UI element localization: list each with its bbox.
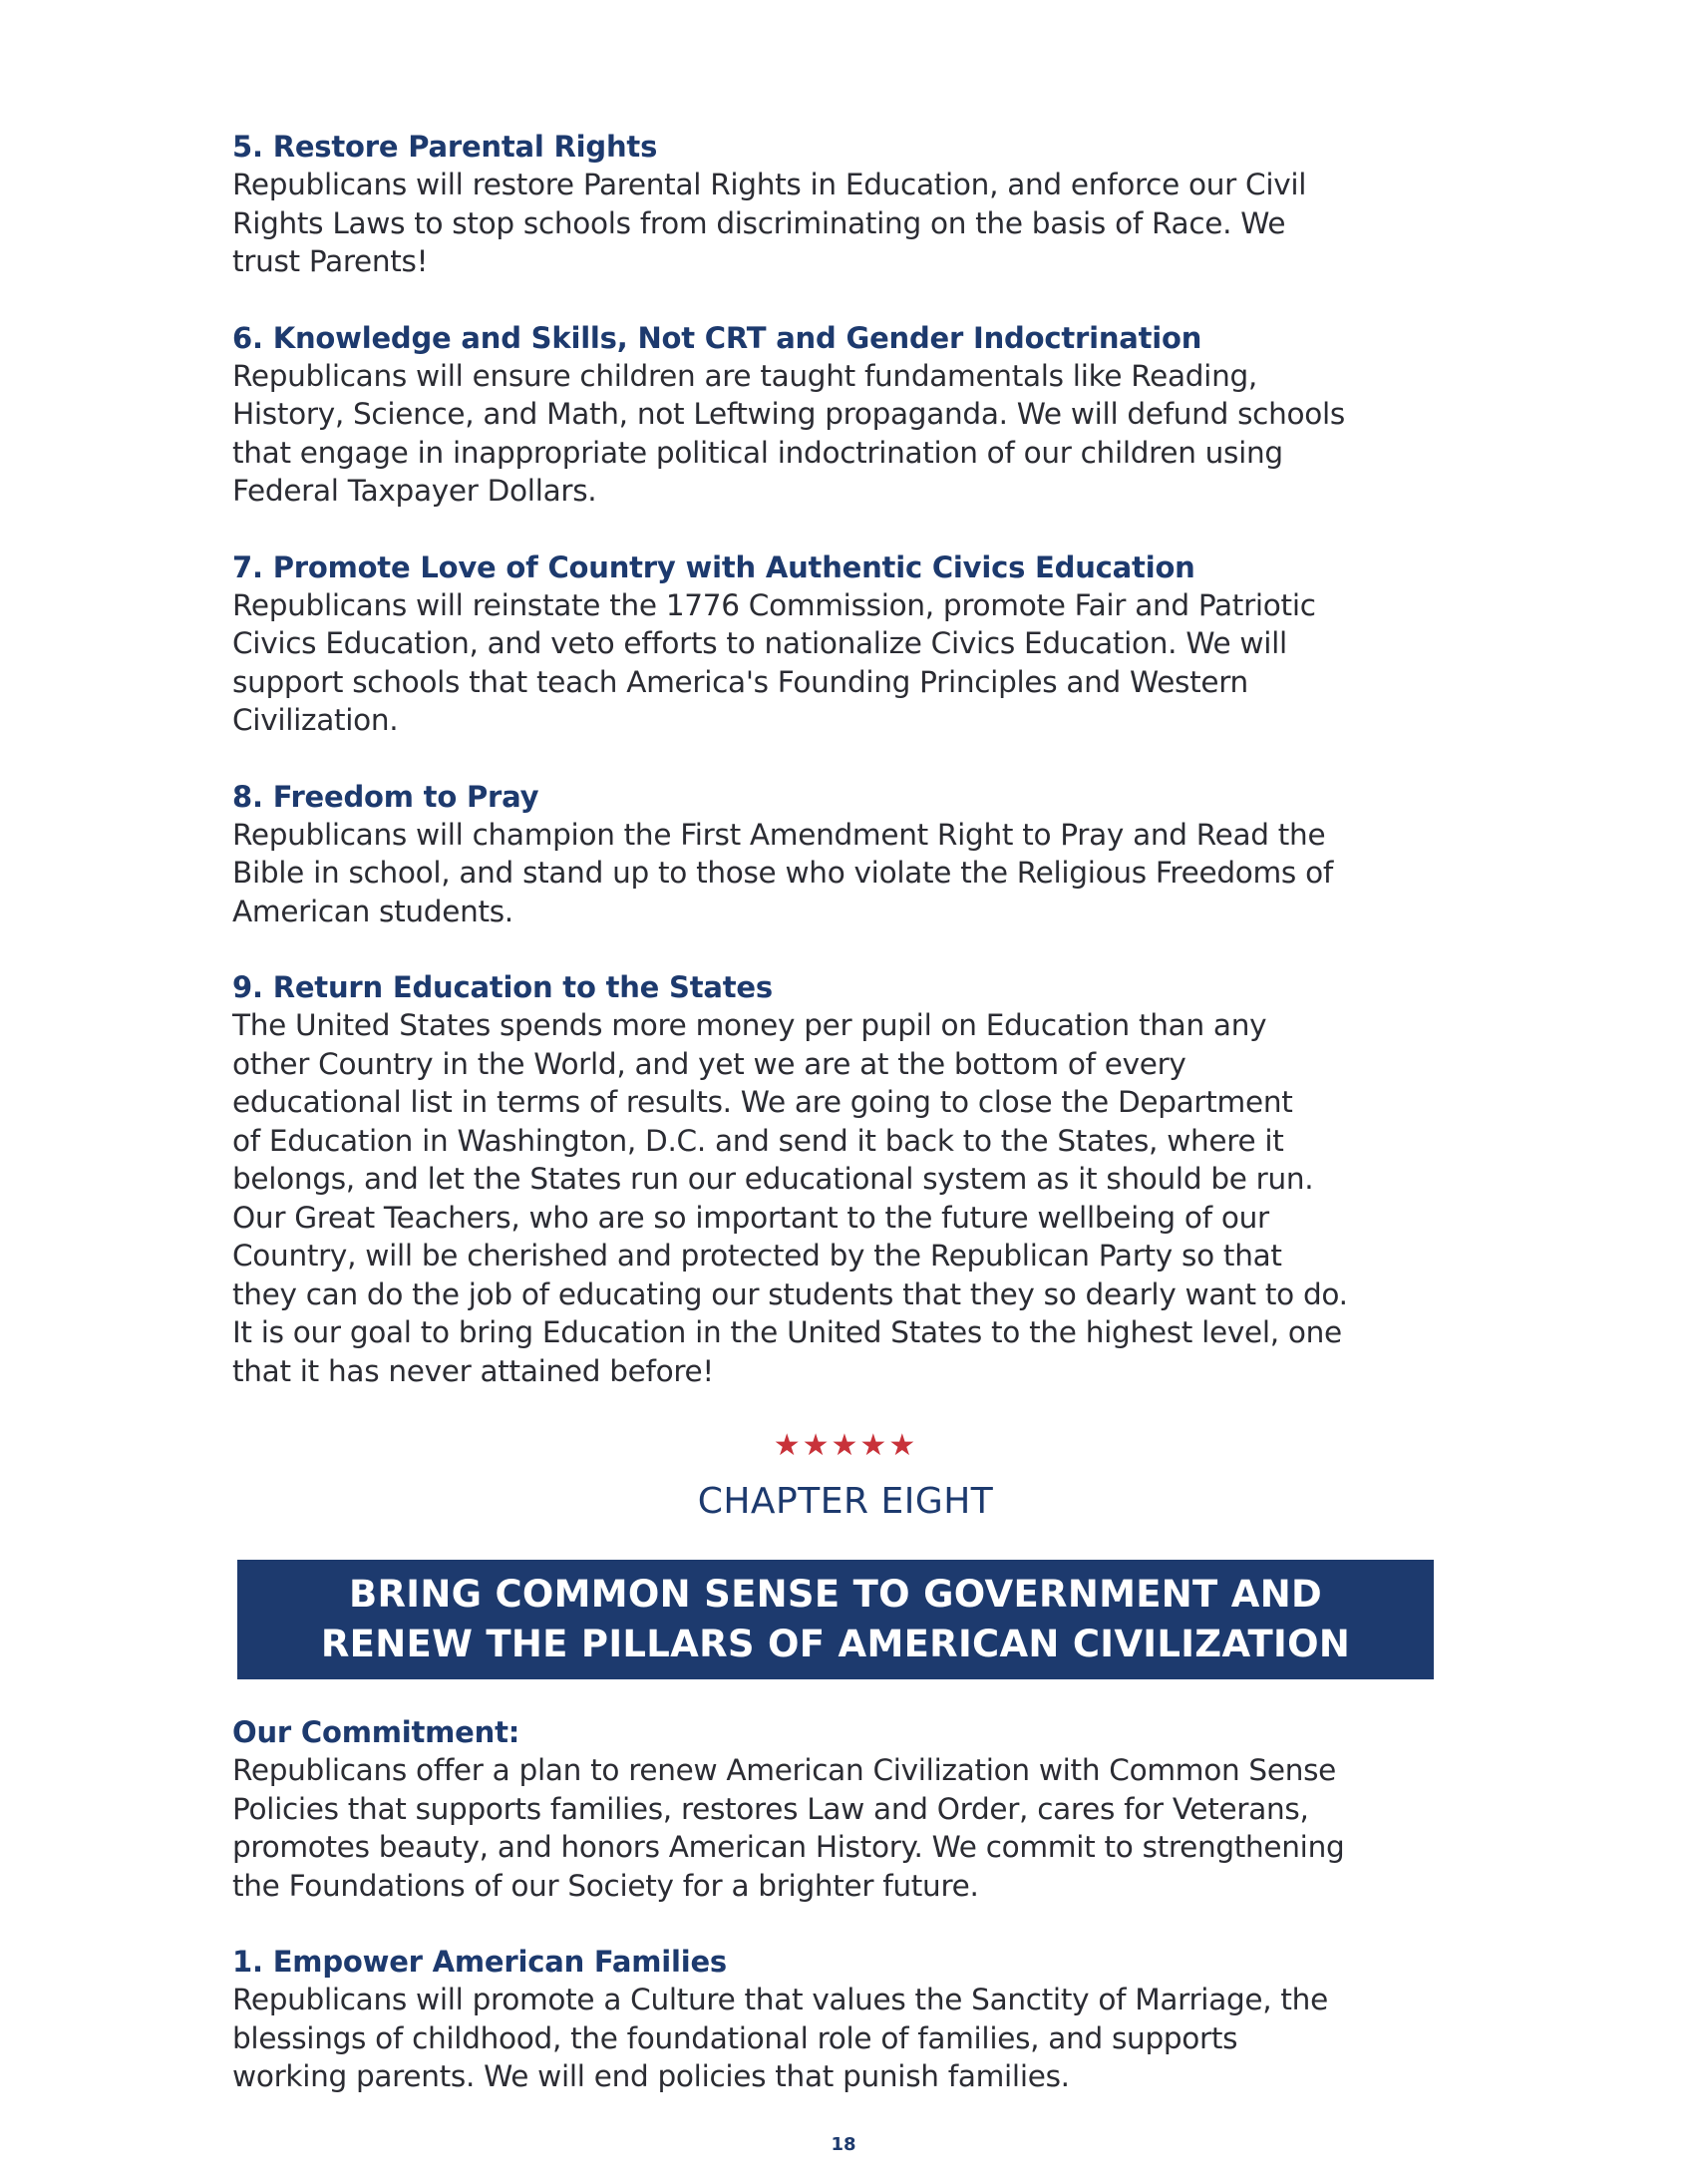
body-line: promotes beauty, and honors American History. We commit to strengthening bbox=[232, 1830, 1345, 1864]
section-heading: 9. Return Education to the States bbox=[232, 970, 773, 1004]
section-body bbox=[232, 1981, 1459, 2096]
section bbox=[232, 319, 1459, 511]
body-line: that engage in inappropriate political indoctrination of our children using bbox=[232, 435, 1283, 470]
banner-line-1: BRING COMMON SENSE TO GOVERNMENT AND bbox=[349, 1573, 1322, 1616]
body-line: Country, will be cherished and protected by the Republican Party so that bbox=[232, 1239, 1282, 1273]
page-content bbox=[232, 128, 1459, 2134]
body-line: the Foundations of our Society for a brighter future. bbox=[232, 1868, 979, 1903]
body-line: other Country in the World, and yet we are at the bottom of every bbox=[232, 1046, 1186, 1081]
section-heading: Our Commitment: bbox=[232, 1715, 520, 1749]
body-line: Republicans offer a plan to renew American Civilization with Common Sense bbox=[232, 1753, 1337, 1787]
section-heading: 8. Freedom to Pray bbox=[232, 779, 539, 814]
section-body bbox=[232, 1751, 1459, 1905]
body-line: It is our goal to bring Education in the United States to the highest level, one bbox=[232, 1315, 1342, 1349]
body-line: Policies that supports families, restores Law and Order, cares for Veterans, bbox=[232, 1791, 1309, 1826]
body-line: of Education in Washington, D.C. and send it back to the States, where it bbox=[232, 1123, 1284, 1158]
section-heading: 7. Promote Love of Country with Authentic Civics Education bbox=[232, 549, 1195, 584]
body-line: Our Great Teachers, who are so important to the future wellbeing of our bbox=[232, 1200, 1269, 1235]
body-line: belongs, and let the States run our educational system as it should be run. bbox=[232, 1162, 1314, 1196]
body-line: Republicans will reinstate the 1776 Commission, promote Fair and Patriotic bbox=[232, 587, 1316, 622]
body-line: Rights Laws to stop schools from discriminating on the basis of Race. We bbox=[232, 205, 1286, 240]
body-line: Republicans will ensure children are taught fundamentals like Reading, bbox=[232, 358, 1257, 393]
body-line: American students. bbox=[232, 894, 513, 928]
section-body bbox=[232, 357, 1459, 511]
body-line: Republicans will restore Parental Rights in Education, and enforce our Civil bbox=[232, 168, 1307, 201]
body-line: support schools that teach America's Founding Principles and Western bbox=[232, 664, 1248, 699]
body-line: Republicans will promote a Culture that values the Sanctity of Marriage, the bbox=[232, 1983, 1328, 2016]
body-line: Bible in school, and stand up to those who violate the Religious Freedoms of bbox=[232, 856, 1333, 890]
section bbox=[232, 548, 1459, 740]
body-line: Republicans will champion the First Amendment Right to Pray and Read the bbox=[232, 817, 1326, 852]
chapter-title-banner bbox=[237, 1560, 1434, 1679]
body-line: they can do the job of educating our students that they so dearly want to do. bbox=[232, 1276, 1348, 1311]
body-line: History, Science, and Math, not Leftwing propaganda. We will defund schools bbox=[232, 397, 1345, 431]
body-line: educational list in terms of results. We are going to close the Department bbox=[232, 1085, 1293, 1119]
body-line: working parents. We will end policies that punish families. bbox=[232, 2059, 1070, 2093]
body-line: that it has never attained before! bbox=[232, 1353, 714, 1388]
sections-bottom bbox=[232, 1713, 1459, 2096]
body-line: The United States spends more money per pupil on Education than any bbox=[232, 1008, 1267, 1042]
body-line: Civics Education, and veto efforts to nationalize Civics Education. We will bbox=[232, 626, 1287, 660]
section bbox=[232, 778, 1459, 931]
body-line: Federal Taxpayer Dollars. bbox=[232, 474, 597, 508]
section-heading: 1. Empower American Families bbox=[232, 1945, 727, 1979]
sections-top bbox=[232, 128, 1459, 1390]
section-heading: 5. Restore Parental Rights bbox=[232, 130, 658, 164]
star-divider: ★★★★★ bbox=[773, 1428, 918, 1463]
body-line: blessings of childhood, the foundational role of families, and supports bbox=[232, 2020, 1238, 2055]
section-body bbox=[232, 1006, 1459, 1390]
section-body bbox=[232, 816, 1459, 931]
body-line: Civilization. bbox=[232, 703, 399, 737]
section-body bbox=[232, 166, 1459, 281]
body-line: trust Parents! bbox=[232, 244, 429, 278]
banner-line-2: RENEW THE PILLARS OF AMERICAN CIVILIZATION bbox=[320, 1623, 1351, 1665]
section-heading: 6. Knowledge and Skills, Not CRT and Gender Indoctrination bbox=[232, 320, 1202, 355]
section bbox=[232, 1943, 1459, 2096]
section bbox=[232, 1713, 1459, 1905]
section bbox=[232, 128, 1459, 281]
section-body bbox=[232, 586, 1459, 740]
section bbox=[232, 968, 1459, 1390]
page-number: 18 bbox=[831, 2134, 856, 2155]
chapter-label: CHAPTER EIGHT bbox=[697, 1481, 994, 1522]
